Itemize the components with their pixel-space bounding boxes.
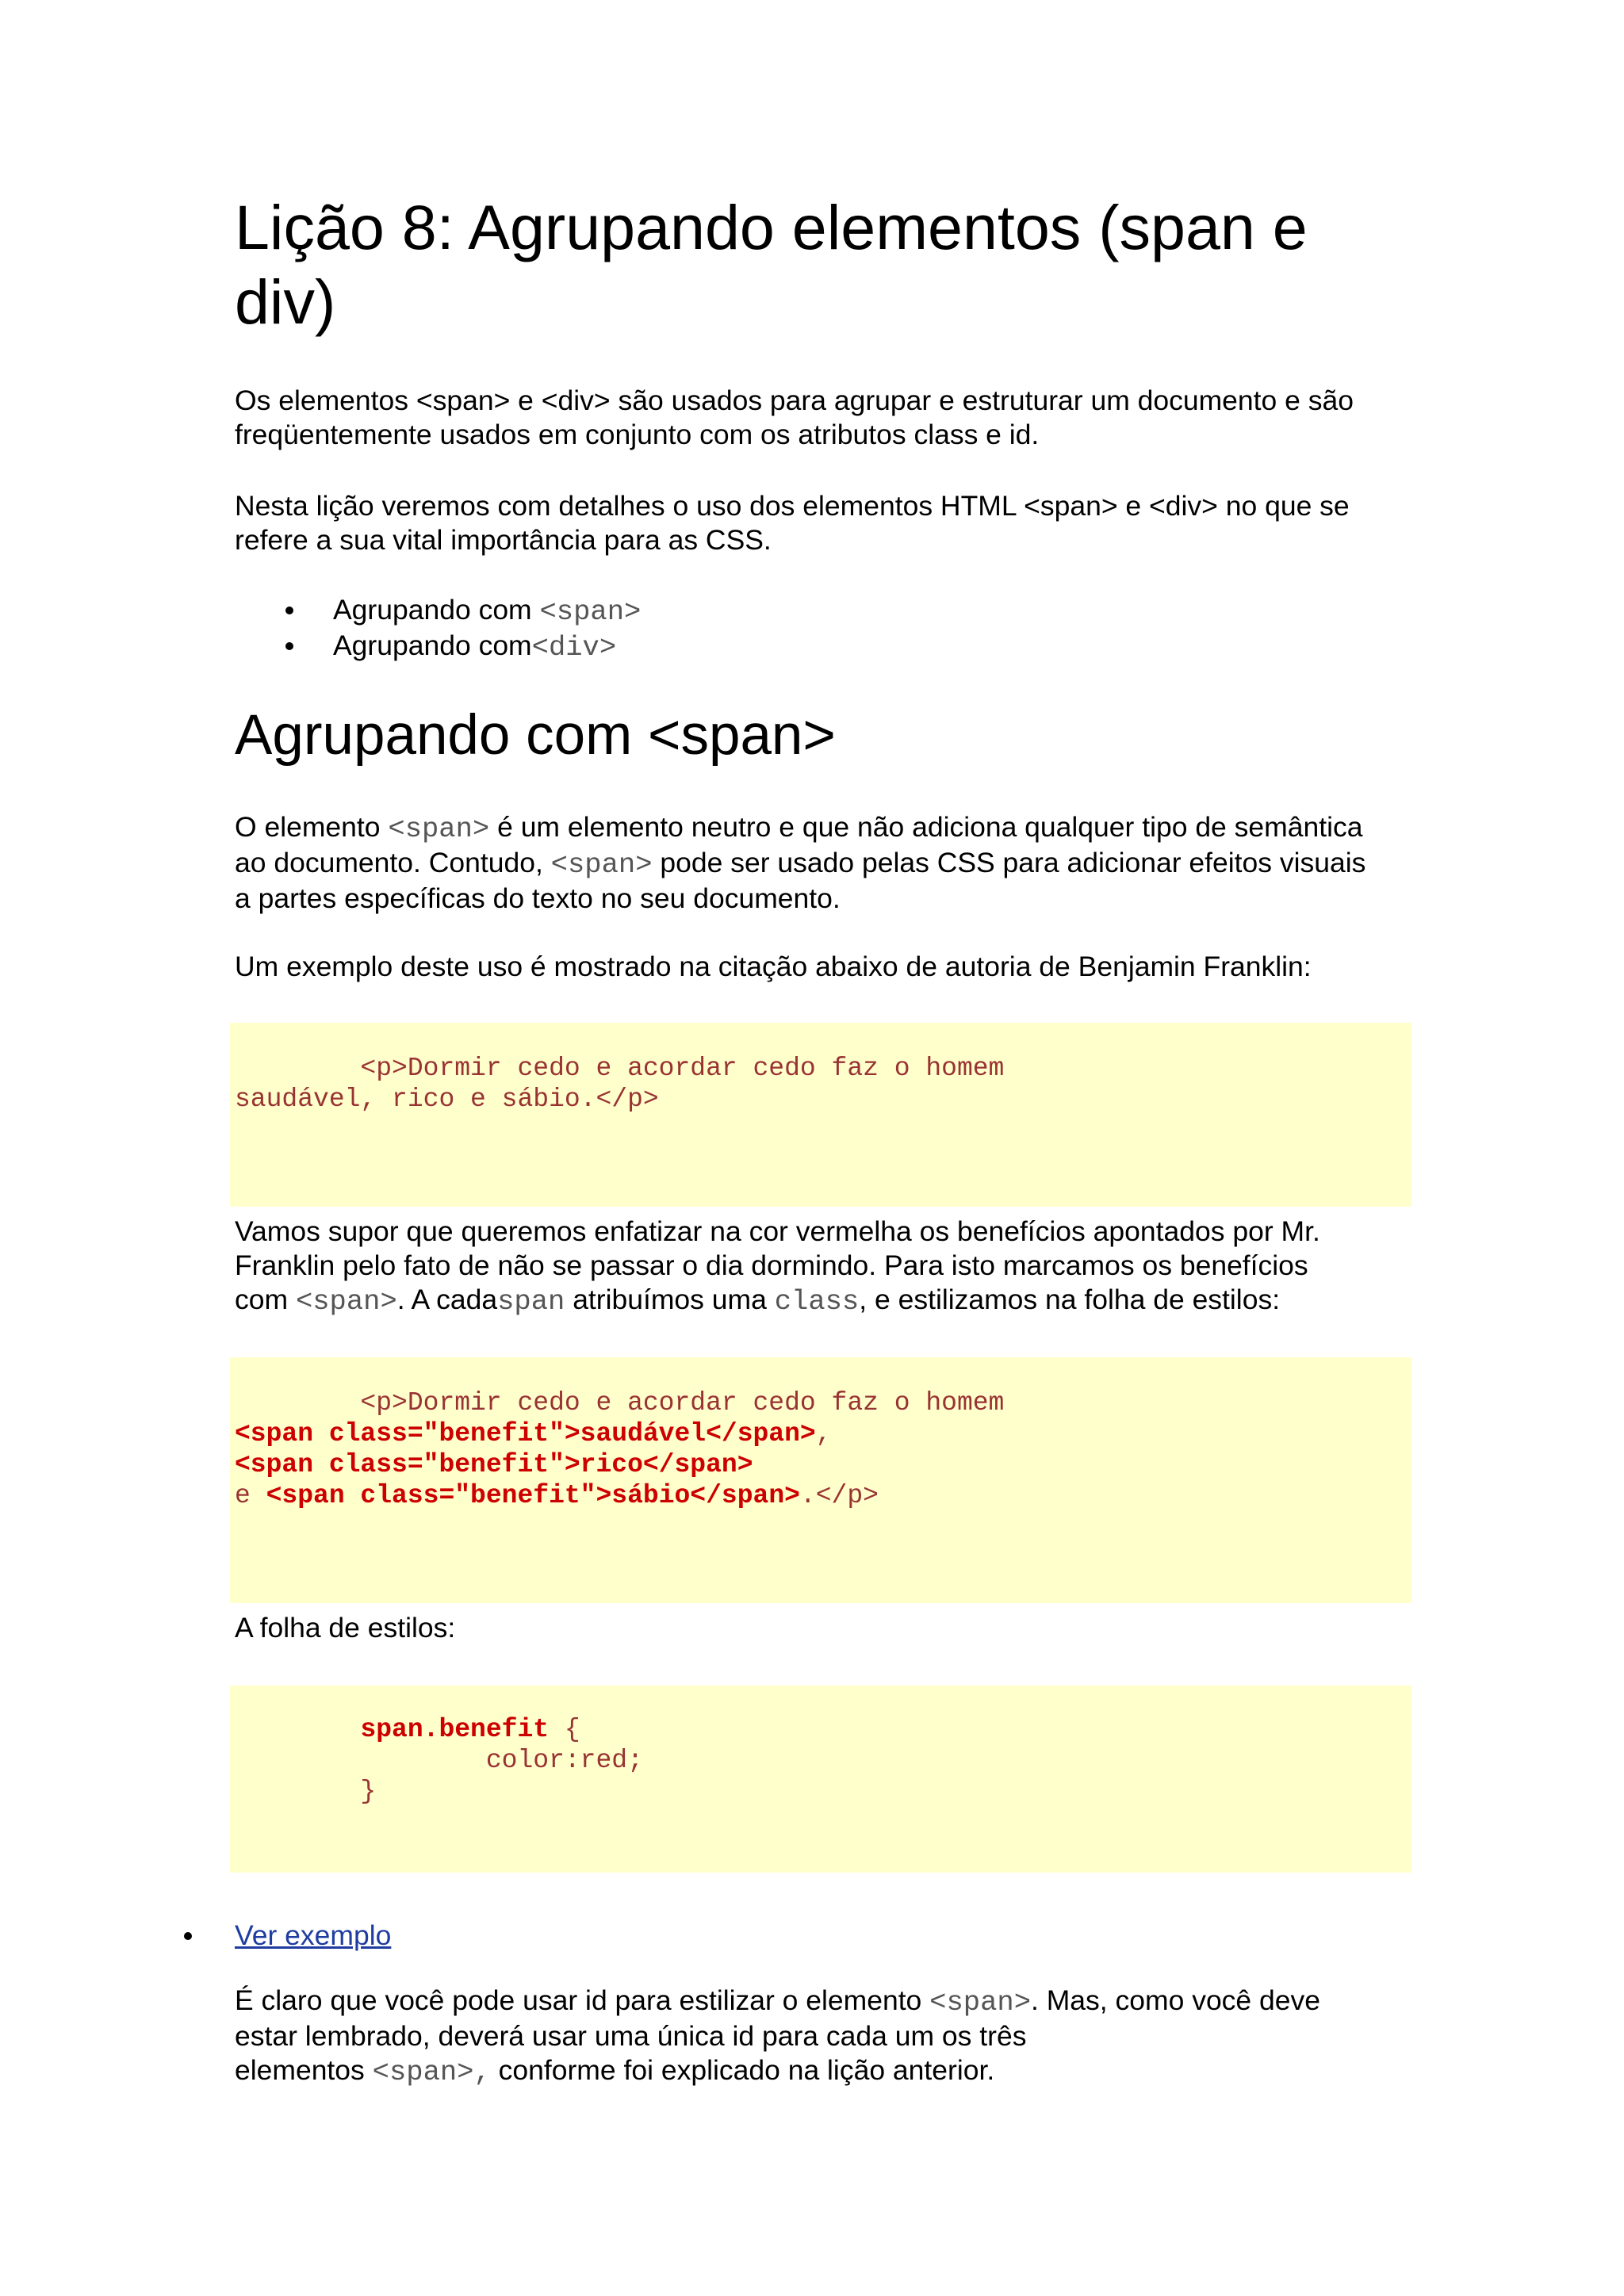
inline-code: <span> [388,813,490,845]
code-block-1 [230,1023,1411,1207]
code-block-3 [230,1686,1411,1873]
text: O elemento [235,811,389,843]
span-paragraph-4: A folha de estilos: [235,1612,456,1644]
text: é um elemento neutro e que não adiciona qualquer tipo de semântica [489,811,1363,843]
text: estar lembrado, deverá usar uma única id para cada um os três [235,2020,1027,2052]
inline-code: span [497,1285,565,1318]
toc-item-label: Agrupando com [333,629,532,661]
bullet-icon [285,607,293,614]
toc-item-code: <span> [539,595,642,628]
text: com [235,1284,296,1315]
text: ao documento. Contudo, [235,847,551,878]
page-title-line1: Lição 8: Agrupando elementos (span e [235,192,1308,262]
intro-paragraph-1 [235,384,1408,452]
code-line: .</p> [799,1481,879,1510]
code-line: e [235,1481,266,1510]
code-block-2 [230,1357,1411,1603]
code-line: <p>Dormir cedo e acordar cedo faz o homem [235,1054,1005,1083]
toc-item-span[interactable] [235,593,641,629]
intro-p2-line2: refere a sua vital importância para as CSS. [235,524,772,556]
code-line: color:red; [235,1746,643,1775]
text: Vamos supor que queremos enfatizar na cor vermelha os benefícios apontados por Mr. [235,1215,1320,1247]
ver-exemplo-link[interactable]: Ver exemplo [235,1919,392,1951]
inline-code: <span> [295,1285,397,1318]
inline-code: <span> [929,1986,1031,2019]
code-block-1-text [235,1053,1004,1115]
toc-item-div[interactable] [235,629,641,664]
text: a partes específicas do texto no seu documento. [235,882,841,914]
page-title-line2: div) [235,266,336,337]
text: . Mas, como você deve [1031,1984,1321,2016]
toc-list [235,593,641,664]
inline-code: <span>, [372,2056,491,2088]
page-title [235,190,1424,339]
inline-code: class [774,1285,860,1318]
span-paragraph-5 [235,1984,1408,2089]
bullet-icon [285,642,293,650]
bullet-icon [184,1932,192,1940]
text: . A cada [396,1284,498,1315]
code-line: { [549,1715,580,1744]
text: atribuímos uma [565,1284,775,1315]
text: Franklin pelo fato de não se passar o dia dormindo. Para isto marcamos os benefícios [235,1249,1308,1281]
code-line: , [815,1419,832,1448]
code-block-2-text [235,1387,1004,1511]
code-indent [235,1715,360,1744]
intro-p1-line2: freqüentemente usados em conjunto com os atributos class e id. [235,419,1040,450]
text: pode ser usado pelas CSS para adicionar efeitos visuais [652,847,1366,878]
toc-item-label: Agrupando com [333,594,540,626]
text: É claro que você pode usar id para estilizar o elemento [235,1984,930,2016]
code-line: <p>Dormir cedo e acordar cedo faz o homem [235,1388,1005,1418]
span-paragraph-1 [235,810,1408,916]
intro-p1-line1: Os elementos <span> e <div> são usados para agrupar e estruturar um documento e são [235,385,1354,416]
code-highlight: <span class="benefit">saudável</span> [235,1419,816,1448]
text: conforme foi explicado na lição anterior. [490,2054,995,2086]
code-highlight: span.benefit [360,1715,550,1744]
text: , e estilizamos na folha de estilos: [859,1284,1281,1315]
intro-paragraph-2 [235,489,1408,557]
section-heading-span: Agrupando com <span> [235,704,836,767]
text: elementos [235,2054,373,2086]
code-highlight: <span class="benefit">sábio</span> [266,1481,800,1510]
code-line: saudável, rico e sábio.</p> [235,1085,659,1114]
code-block-3-text [235,1714,643,1807]
span-paragraph-3 [235,1215,1408,1318]
inline-code: <span> [550,848,653,881]
code-highlight: <span class="benefit">rico</span> [235,1450,753,1479]
code-line: } [235,1777,377,1806]
intro-p2-line1: Nesta lição veremos com detalhes o uso dos elementos HTML <span> e <div> no que se [235,490,1350,522]
toc-item-code: <div> [531,631,617,664]
span-paragraph-2: Um exemplo deste uso é mostrado na citação abaixo de autoria de Benjamin Franklin: [235,951,1312,982]
